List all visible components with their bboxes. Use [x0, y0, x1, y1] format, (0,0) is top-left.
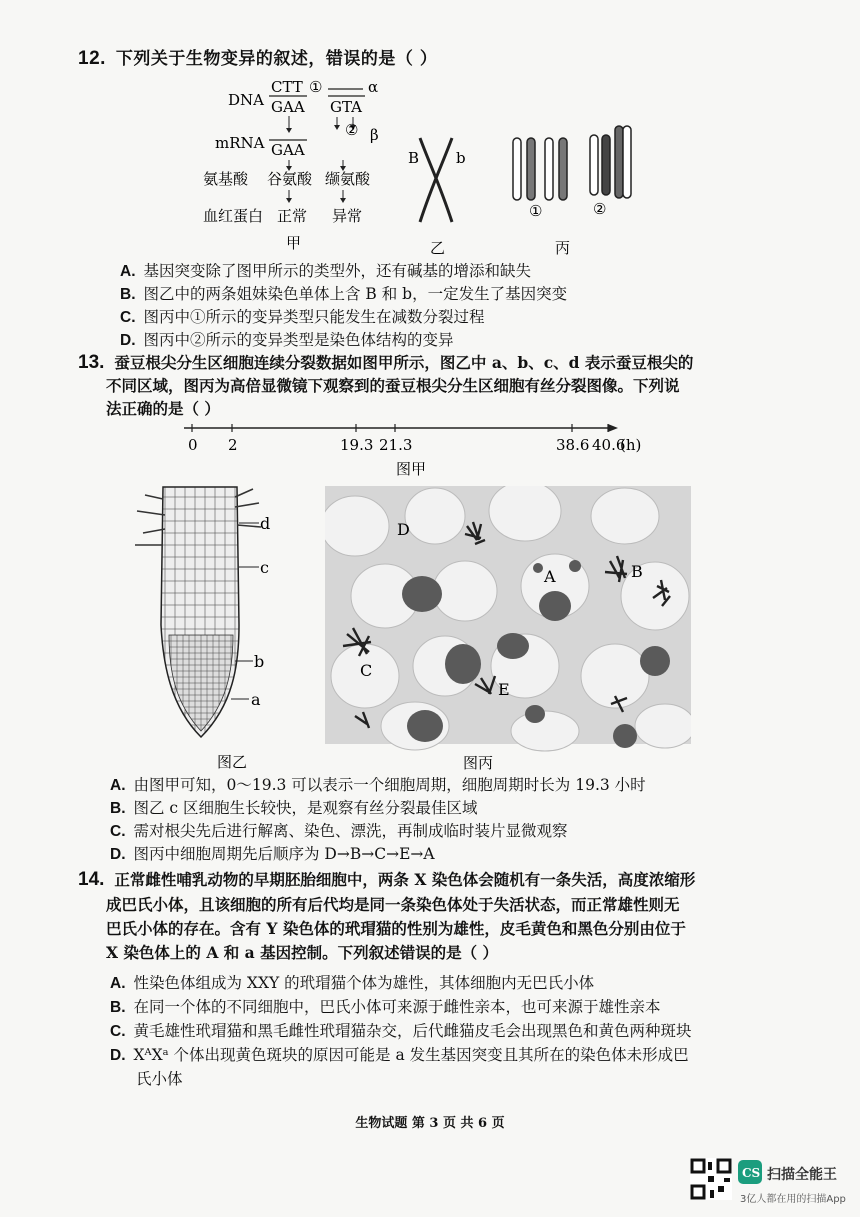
- fig-bing-cells-caption: 图丙: [463, 754, 494, 772]
- cell-E-label: E: [498, 680, 510, 699]
- q12-option-b[interactable]: B. 图乙中的两条姐妹染色单体上含 B 和 b，一定发生了基因突变: [120, 285, 568, 303]
- timeline-caption: 图甲: [396, 460, 427, 478]
- q12-option-a[interactable]: A. 基因突变除了图甲所示的类型外，还有碱基的增添和缺失: [120, 262, 532, 280]
- circle-2-bing: ②: [593, 200, 607, 218]
- svg-text:CS: CS: [742, 1166, 761, 1180]
- q13-option-b[interactable]: B. 图乙 c 区细胞生长较快，是观察有丝分裂最佳区域: [110, 799, 478, 817]
- dna-label: DNA: [228, 91, 264, 109]
- q13-stem-2: 不同区域，图丙为高倍显微镜下观察到的蚕豆根尖分生区细胞有丝分裂图像。下列说: [106, 376, 680, 395]
- question-13: 13. 蚕豆根尖分生区细胞连续分裂数据如图甲所示，图乙中 a、b、c、d 表示蚕豆根尖的: [78, 352, 694, 373]
- label-b: b: [456, 149, 466, 167]
- glu-label: 谷氨酸: [267, 170, 313, 188]
- qr-code-icon: [690, 1158, 732, 1200]
- q14-stem-4: X 染色体上的 A 和 a 基因控制。下列叙述错误的是（ ）: [106, 943, 498, 962]
- q14-stem-3: 巴氏小体的存在。含有 Y 染色体的玳瑁猫的性别为雄性，皮毛黄色和黑色分别由位于: [106, 919, 686, 938]
- timeline-unit: (h): [620, 436, 642, 454]
- timeline-tick-label: 21.3: [379, 436, 413, 454]
- dna-top-strand: CTT: [271, 78, 303, 96]
- timeline-tick-label: 40.6: [592, 436, 626, 454]
- question-12: 12. 下列关于生物变异的叙述，错误的是（ ）: [78, 48, 438, 69]
- fig-yi-root-caption: 图乙: [217, 753, 248, 771]
- alpha-label: α: [368, 78, 379, 96]
- figure-root-tip: [135, 485, 295, 775]
- figure-jia: [195, 72, 395, 257]
- figure-bing: [505, 120, 640, 260]
- cell-B-label: B: [631, 562, 643, 581]
- fig-bing-caption: 丙: [555, 239, 571, 257]
- figure-micrograph: [325, 486, 691, 776]
- circle-1: ①: [309, 78, 323, 96]
- dna-bottom-strand: GAA: [271, 98, 305, 116]
- cell-C-label: C: [360, 661, 373, 680]
- region-a-label: a: [251, 690, 261, 709]
- cell-D-label: D: [397, 520, 410, 539]
- figure-yi: [400, 130, 480, 260]
- circle-1-bing: ①: [529, 202, 543, 220]
- q14-option-b[interactable]: B. 在同一个体的不同细胞中，巴氏小体可来源于雌性亲本，也可来源于雄性亲本: [110, 998, 661, 1016]
- q13-option-a[interactable]: A. 由图甲可知，0～19.3 可以表示一个细胞周期，细胞周期时长为 19.3 小时: [110, 776, 646, 794]
- region-d-label: d: [260, 514, 271, 533]
- label-B: B: [408, 149, 420, 167]
- timeline-tick-label: 0: [188, 436, 198, 454]
- question-14: 14. 正常雌性哺乳动物的早期胚胎细胞中，两条 X 染色体会随机有一条失活，高度浓缩形: [78, 869, 696, 890]
- timeline-tick-label: 38.6: [556, 436, 590, 454]
- fig-yi-caption: 乙: [430, 239, 446, 257]
- dna-mutant-strand: GTA: [330, 98, 362, 116]
- q13-option-d[interactable]: D. 图丙中细胞周期先后顺序为 D→B→C→E→A: [110, 845, 435, 863]
- mrna-strand: GAA: [271, 141, 305, 159]
- circle-2: ②: [345, 121, 359, 139]
- timeline-tick-label: 2: [228, 436, 238, 454]
- watermark-slogan: 3亿人都在用的扫描App: [740, 1194, 846, 1205]
- camscanner-logo-icon: [738, 1160, 762, 1184]
- q14-option-d-cont: 氏小体: [136, 1070, 183, 1088]
- watermark-brand: 扫描全能王: [767, 1167, 837, 1183]
- figure-timeline: [180, 420, 660, 482]
- q14-option-a[interactable]: A. 性染色体组成为 XXY 的玳瑁猫个体为雄性，其体细胞内无巴氏小体: [110, 974, 595, 992]
- beta-label: β: [370, 126, 379, 144]
- timeline-tick-label: 19.3: [340, 436, 374, 454]
- cell-A-label: A: [544, 567, 556, 586]
- hemoglobin-label: 血红蛋白: [203, 207, 264, 225]
- q12-option-c[interactable]: C. 图丙中①所示的变异类型只能发生在减数分裂过程: [120, 308, 485, 326]
- q13-stem-3: 法正确的是（ ）: [106, 399, 220, 418]
- abnormal-label: 异常: [332, 207, 363, 225]
- region-b-label: b: [254, 652, 265, 671]
- amino-acid-label: 氨基酸: [203, 170, 249, 188]
- normal-label: 正常: [277, 207, 308, 225]
- q12-option-d[interactable]: D. 图丙中②所示的变异类型是染色体结构的变异: [120, 331, 454, 349]
- fig-jia-caption: 甲: [286, 234, 302, 252]
- page-footer: 生物试题 第 3 页 共 6 页: [355, 1116, 505, 1131]
- q14-option-d[interactable]: D. XᴬXᵃ 个体出现黄色斑块的原因可能是 a 发生基因突变且其所在的染色体未形成巴: [110, 1046, 689, 1064]
- mrna-label: mRNA: [215, 134, 265, 152]
- q14-option-c[interactable]: C. 黄毛雄性玳瑁猫和黑毛雌性玳瑁猫杂交，后代雌猫皮毛会出现黑色和黄色两种斑块: [110, 1022, 692, 1040]
- q14-stem-2: 成巴氏小体，且该细胞的所有后代均是同一条染色体处于失活状态，而正常雄性则无: [106, 895, 680, 914]
- q13-option-c[interactable]: C. 需对根尖先后进行解离、染色、漂洗，再制成临时装片显微观察: [110, 822, 568, 840]
- region-c-label: c: [260, 558, 269, 577]
- val-label: 缬氨酸: [325, 170, 371, 188]
